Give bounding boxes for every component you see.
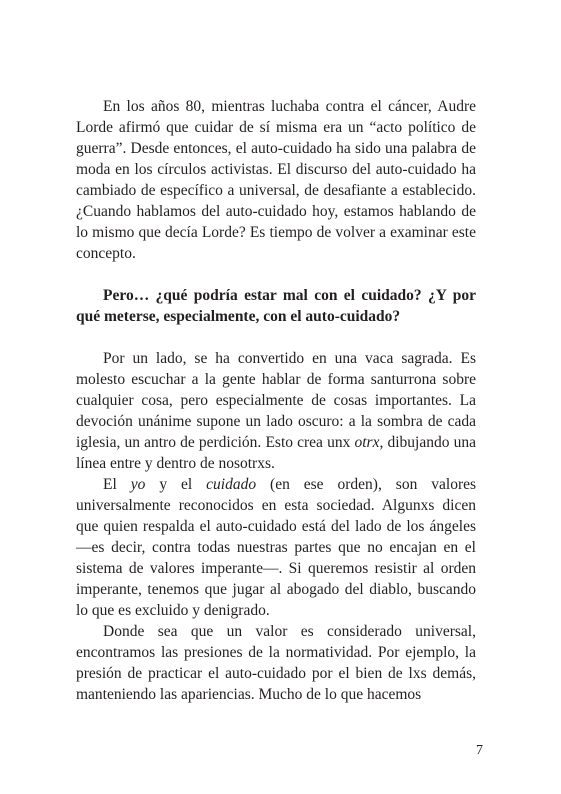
text-run: y el xyxy=(145,476,207,493)
page-number: 7 xyxy=(476,743,483,758)
italic-term-otrx: otrx xyxy=(354,434,380,451)
body-paragraph-normativity: Donde sea que un valor es considerado universal, encontramos las presiones de la normatividad. Por ejemplo, la presión de practicar el auto-cuidado por el bien de lxs demás, manteniendo las apariencias. Mucho de lo que hacemos xyxy=(76,623,476,703)
section-heading: Pero… ¿qué podría estar mal con el cuidado? ¿Y por qué meterse, especialmente, con el auto-cuidado? xyxy=(76,287,476,325)
text-run: El xyxy=(103,476,131,493)
italic-term-cuidado: cuidado xyxy=(206,476,257,493)
body-paragraph-sacred-cow xyxy=(76,348,476,474)
italic-term-yo: yo xyxy=(130,476,146,493)
text-run: Por un lado, se ha convertido en una vaca sagrada. Es molesto escuchar a la gente hablar de forma santurrona sobre cualquier cosa, pero especialmente de cosas importantes. La devoción unánime supone un lado oscuro: a la sombra de cada iglesia, un antro de perdición. Esto crea unx xyxy=(76,350,476,451)
body-paragraph-values xyxy=(76,474,476,621)
intro-paragraph: En los años 80, mientras luchaba contra el cáncer, Audre Lorde afirmó que cuidar de sí misma era un “acto político de guerra”. Desde entonces, el auto-cuidado ha sido una palabra de moda en los círculos activistas. El discurso del auto-cuidado ha cambiado de específico a universal, de desafiante a establecido. ¿Cuando hablamos del auto-cuidado hoy, estamos hablando de lo mismo que decía Lorde? Es tiempo de volver a examinar este concepto. xyxy=(76,98,476,262)
text-run: , dibujando una línea entre y dentro de nosotrxs. xyxy=(76,434,476,472)
text-run: (en ese orden), son valores universalmente reconocidos en esta sociedad. Algunxs dicen que quien respalda el auto-cuidado está del lado de los ángeles —es decir, contra todas nuestras partes que no encajan en el sistema de valores imperante—. Si queremos resistir al orden imperante, tenemos que jugar al abogado del diablo, buscando lo que es excluido y denigrado. xyxy=(76,476,477,619)
page-body xyxy=(76,96,476,705)
